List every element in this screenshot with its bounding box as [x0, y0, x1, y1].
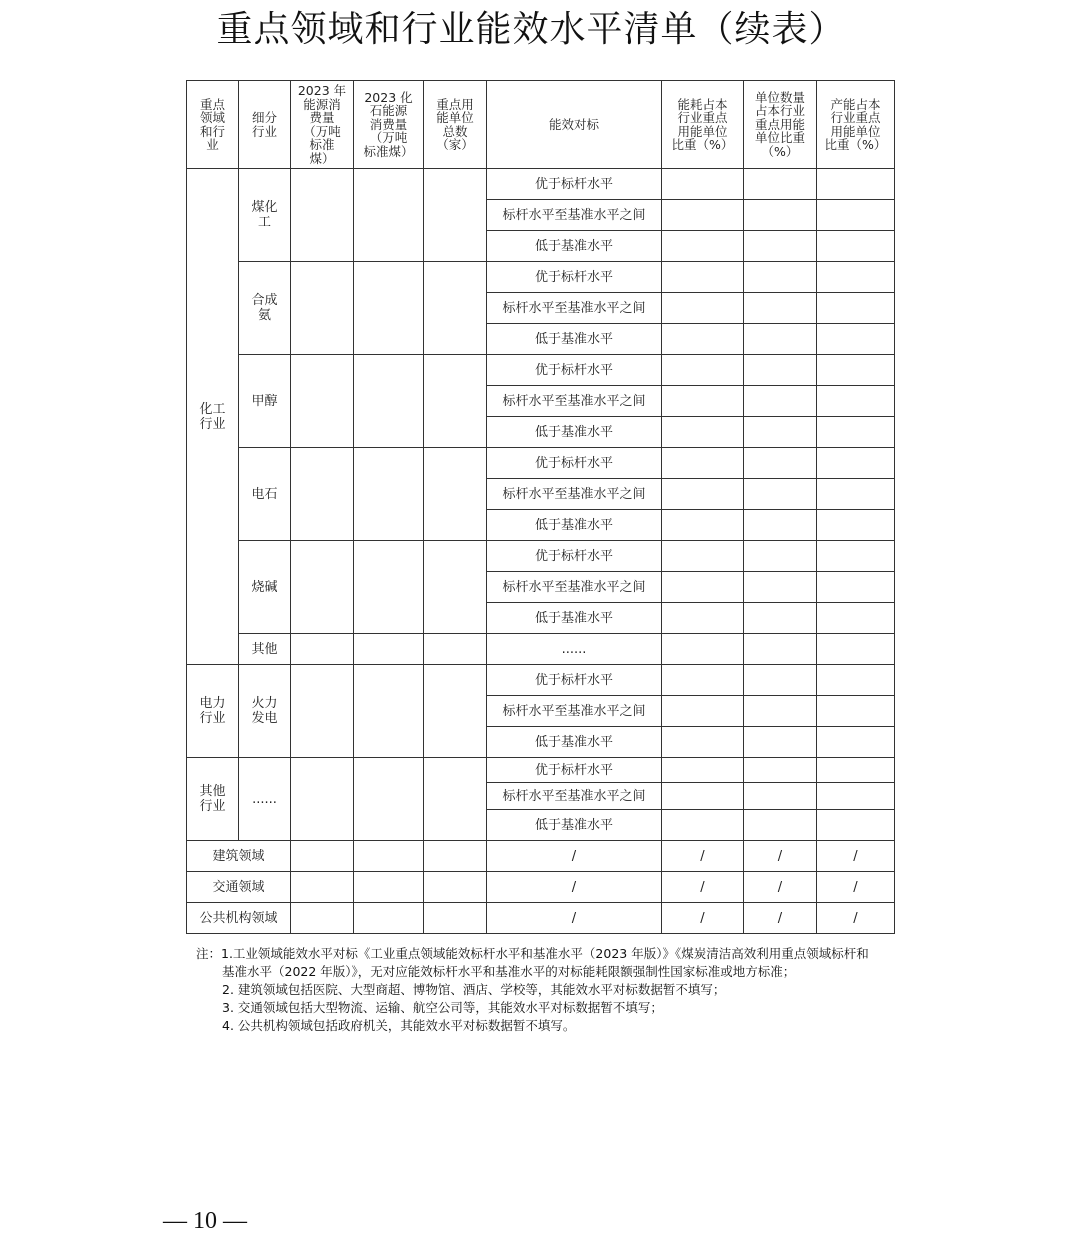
fossil-energy-cell: [354, 758, 424, 841]
header-cell: 单位数量 占本行业 重点用能 单位比重 （%）: [744, 81, 817, 169]
unit-share-cell: /: [744, 903, 817, 934]
benchmark-level-cell: 低于基准水平: [487, 417, 662, 448]
capacity-share-cell: [817, 200, 895, 231]
table-row: [187, 262, 895, 293]
energy-share-cell: [662, 665, 744, 696]
unit-share-cell: [744, 541, 817, 572]
energy-consumption-cell: [291, 355, 354, 448]
table-row: [187, 355, 895, 386]
domain-label-cell: 交通领域: [187, 872, 291, 903]
capacity-share-cell: [817, 169, 895, 200]
benchmark-level-cell: 标杆水平至基准水平之间: [487, 200, 662, 231]
capacity-share-cell: [817, 665, 895, 696]
benchmark-level-cell: 低于基准水平: [487, 603, 662, 634]
header-cell: 能效对标: [487, 81, 662, 169]
unit-share-cell: [744, 386, 817, 417]
energy-share-cell: [662, 169, 744, 200]
benchmark-level-cell: 标杆水平至基准水平之间: [487, 696, 662, 727]
benchmark-level-cell: 优于标杆水平: [487, 541, 662, 572]
table-row: [187, 448, 895, 479]
subsector-cell: 电石: [239, 448, 291, 541]
benchmark-level-cell: 标杆水平至基准水平之间: [487, 293, 662, 324]
table-row: [187, 665, 895, 696]
unit-share-cell: [744, 696, 817, 727]
unit-share-cell: [744, 758, 817, 783]
notes: [196, 945, 896, 1035]
unit-share-cell: [744, 783, 817, 810]
capacity-share-cell: [817, 634, 895, 665]
energy-consumption-cell: [291, 903, 354, 934]
energy-share-cell: [662, 355, 744, 386]
benchmark-level-cell: 优于标杆水平: [487, 262, 662, 293]
note-1a: 注：1.工业领域能效水平对标《工业重点领域能效标杆水平和基准水平（2023 年版）》《煤炭清洁高效利用重点领域标杆和: [196, 946, 869, 961]
capacity-share-cell: [817, 541, 895, 572]
benchmark-level-cell: 标杆水平至基准水平之间: [487, 386, 662, 417]
energy-consumption-cell: [291, 634, 354, 665]
page-number: — 10 —: [163, 1208, 247, 1234]
benchmark-level-cell: 优于标杆水平: [487, 665, 662, 696]
capacity-share-cell: /: [817, 872, 895, 903]
table-row: [187, 541, 895, 572]
unit-count-cell: [424, 903, 487, 934]
benchmark-level-cell: 标杆水平至基准水平之间: [487, 783, 662, 810]
energy-share-cell: [662, 293, 744, 324]
energy-consumption-cell: [291, 841, 354, 872]
header-row: [187, 81, 895, 169]
energy-consumption-cell: [291, 448, 354, 541]
domain-label-cell: 建筑领域: [187, 841, 291, 872]
energy-share-cell: [662, 727, 744, 758]
benchmark-level-cell: 低于基准水平: [487, 324, 662, 355]
subsector-cell: 烧碱: [239, 541, 291, 634]
unit-count-cell: [424, 665, 487, 758]
table-row: [187, 634, 895, 665]
unit-count-cell: [424, 541, 487, 634]
capacity-share-cell: [817, 783, 895, 810]
unit-share-cell: [744, 479, 817, 510]
unit-share-cell: /: [744, 872, 817, 903]
unit-share-cell: [744, 169, 817, 200]
fossil-energy-cell: [354, 634, 424, 665]
energy-share-cell: [662, 231, 744, 262]
energy-share-cell: [662, 758, 744, 783]
subsector-cell: 甲醇: [239, 355, 291, 448]
benchmark-level-cell: 优于标杆水平: [487, 355, 662, 386]
benchmark-level-cell: /: [487, 903, 662, 934]
sector-cell: 其他 行业: [187, 758, 239, 841]
header-cell: 重点用 能单位 总数 （家）: [424, 81, 487, 169]
unit-share-cell: [744, 665, 817, 696]
table-row: [187, 841, 895, 872]
benchmark-level-cell: 标杆水平至基准水平之间: [487, 479, 662, 510]
unit-share-cell: [744, 293, 817, 324]
energy-consumption-cell: [291, 541, 354, 634]
unit-count-cell: [424, 758, 487, 841]
capacity-share-cell: [817, 386, 895, 417]
header-cell: 能耗占本 行业重点 用能单位 比重（%）: [662, 81, 744, 169]
capacity-share-cell: [817, 231, 895, 262]
energy-share-cell: [662, 417, 744, 448]
energy-share-cell: [662, 479, 744, 510]
unit-count-cell: [424, 634, 487, 665]
subsector-cell: 其他: [239, 634, 291, 665]
energy-share-cell: [662, 810, 744, 841]
unit-share-cell: [744, 810, 817, 841]
header-cell: 细分 行业: [239, 81, 291, 169]
capacity-share-cell: [817, 324, 895, 355]
unit-count-cell: [424, 872, 487, 903]
energy-consumption-cell: [291, 262, 354, 355]
note-4: 4. 公共机构领域包括政府机关，其能效水平对标数据暂不填写。: [222, 1018, 576, 1033]
energy-share-cell: [662, 510, 744, 541]
unit-share-cell: [744, 262, 817, 293]
domain-label-cell: 公共机构领域: [187, 903, 291, 934]
unit-share-cell: /: [744, 841, 817, 872]
table-row: [187, 903, 895, 934]
energy-share-cell: [662, 603, 744, 634]
unit-count-cell: [424, 841, 487, 872]
header-cell: 产能占本 行业重点 用能单位 比重（%）: [817, 81, 895, 169]
energy-share-cell: /: [662, 872, 744, 903]
capacity-share-cell: [817, 727, 895, 758]
page-title: 重点领域和行业能效水平清单（续表）: [216, 9, 846, 50]
energy-share-cell: [662, 386, 744, 417]
unit-share-cell: [744, 510, 817, 541]
fossil-energy-cell: [354, 262, 424, 355]
header-cell: 重点 领域 和行 业: [187, 81, 239, 169]
benchmark-level-cell: 低于基准水平: [487, 231, 662, 262]
fossil-energy-cell: [354, 665, 424, 758]
energy-share-cell: [662, 572, 744, 603]
capacity-share-cell: [817, 479, 895, 510]
subsector-cell: 火力 发电: [239, 665, 291, 758]
fossil-energy-cell: [354, 448, 424, 541]
energy-share-cell: [662, 324, 744, 355]
benchmark-level-cell: 标杆水平至基准水平之间: [487, 572, 662, 603]
energy-share-cell: [662, 262, 744, 293]
unit-count-cell: [424, 169, 487, 262]
fossil-energy-cell: [354, 872, 424, 903]
fossil-energy-cell: [354, 355, 424, 448]
unit-count-cell: [424, 448, 487, 541]
energy-consumption-cell: [291, 665, 354, 758]
fossil-energy-cell: [354, 541, 424, 634]
capacity-share-cell: [817, 262, 895, 293]
capacity-share-cell: [817, 696, 895, 727]
capacity-share-cell: [817, 417, 895, 448]
capacity-share-cell: [817, 293, 895, 324]
capacity-share-cell: [817, 448, 895, 479]
energy-consumption-cell: [291, 169, 354, 262]
capacity-share-cell: [817, 510, 895, 541]
note-2: 2. 建筑领域包括医院、大型商超、博物馆、酒店、学校等，其能效水平对标数据暂不填写；: [222, 982, 726, 997]
capacity-share-cell: [817, 810, 895, 841]
energy-efficiency-table: [186, 80, 895, 934]
capacity-share-cell: [817, 758, 895, 783]
unit-share-cell: [744, 448, 817, 479]
benchmark-level-cell: 优于标杆水平: [487, 169, 662, 200]
unit-share-cell: [744, 603, 817, 634]
benchmark-level-cell: 优于标杆水平: [487, 448, 662, 479]
energy-share-cell: /: [662, 903, 744, 934]
benchmark-level-cell: 低于基准水平: [487, 810, 662, 841]
unit-share-cell: [744, 417, 817, 448]
benchmark-level-cell: /: [487, 872, 662, 903]
subsector-cell: 煤化 工: [239, 169, 291, 262]
sector-cell: 化工 行业: [187, 169, 239, 665]
energy-consumption-cell: [291, 872, 354, 903]
unit-share-cell: [744, 727, 817, 758]
benchmark-level-cell: 低于基准水平: [487, 510, 662, 541]
energy-share-cell: [662, 634, 744, 665]
unit-share-cell: [744, 231, 817, 262]
fossil-energy-cell: [354, 169, 424, 262]
header-cell: 2023 年 能源消 费量 （万吨 标准 煤）: [291, 81, 354, 169]
capacity-share-cell: /: [817, 903, 895, 934]
unit-share-cell: [744, 324, 817, 355]
fossil-energy-cell: [354, 903, 424, 934]
table-row: [187, 872, 895, 903]
unit-share-cell: [744, 634, 817, 665]
benchmark-level-cell: 优于标杆水平: [487, 758, 662, 783]
capacity-share-cell: /: [817, 841, 895, 872]
note-1b: 基准水平（2022 年版）》，无对应能效标杆水平和基准水平的对标能耗限额强制性国家标准或地方标准；: [222, 964, 796, 979]
subsector-cell: ......: [239, 758, 291, 841]
sector-cell: 电力 行业: [187, 665, 239, 758]
energy-share-cell: [662, 783, 744, 810]
benchmark-level-cell: 低于基准水平: [487, 727, 662, 758]
unit-count-cell: [424, 262, 487, 355]
energy-consumption-cell: [291, 758, 354, 841]
header-cell: 2023 化 石能源 消费量 （万吨 标准煤）: [354, 81, 424, 169]
energy-share-cell: [662, 696, 744, 727]
capacity-share-cell: [817, 355, 895, 386]
energy-share-cell: [662, 200, 744, 231]
table-row: [187, 169, 895, 200]
unit-count-cell: [424, 355, 487, 448]
unit-share-cell: [744, 200, 817, 231]
capacity-share-cell: [817, 572, 895, 603]
energy-share-cell: [662, 541, 744, 572]
table-row: [187, 758, 895, 783]
capacity-share-cell: [817, 603, 895, 634]
subsector-cell: 合成 氨: [239, 262, 291, 355]
energy-share-cell: /: [662, 841, 744, 872]
note-3: 3. 交通领域包括大型物流、运输、航空公司等，其能效水平对标数据暂不填写；: [222, 1000, 663, 1015]
unit-share-cell: [744, 572, 817, 603]
energy-share-cell: [662, 448, 744, 479]
benchmark-level-cell: /: [487, 841, 662, 872]
fossil-energy-cell: [354, 841, 424, 872]
benchmark-level-cell: ......: [487, 634, 662, 665]
unit-share-cell: [744, 355, 817, 386]
